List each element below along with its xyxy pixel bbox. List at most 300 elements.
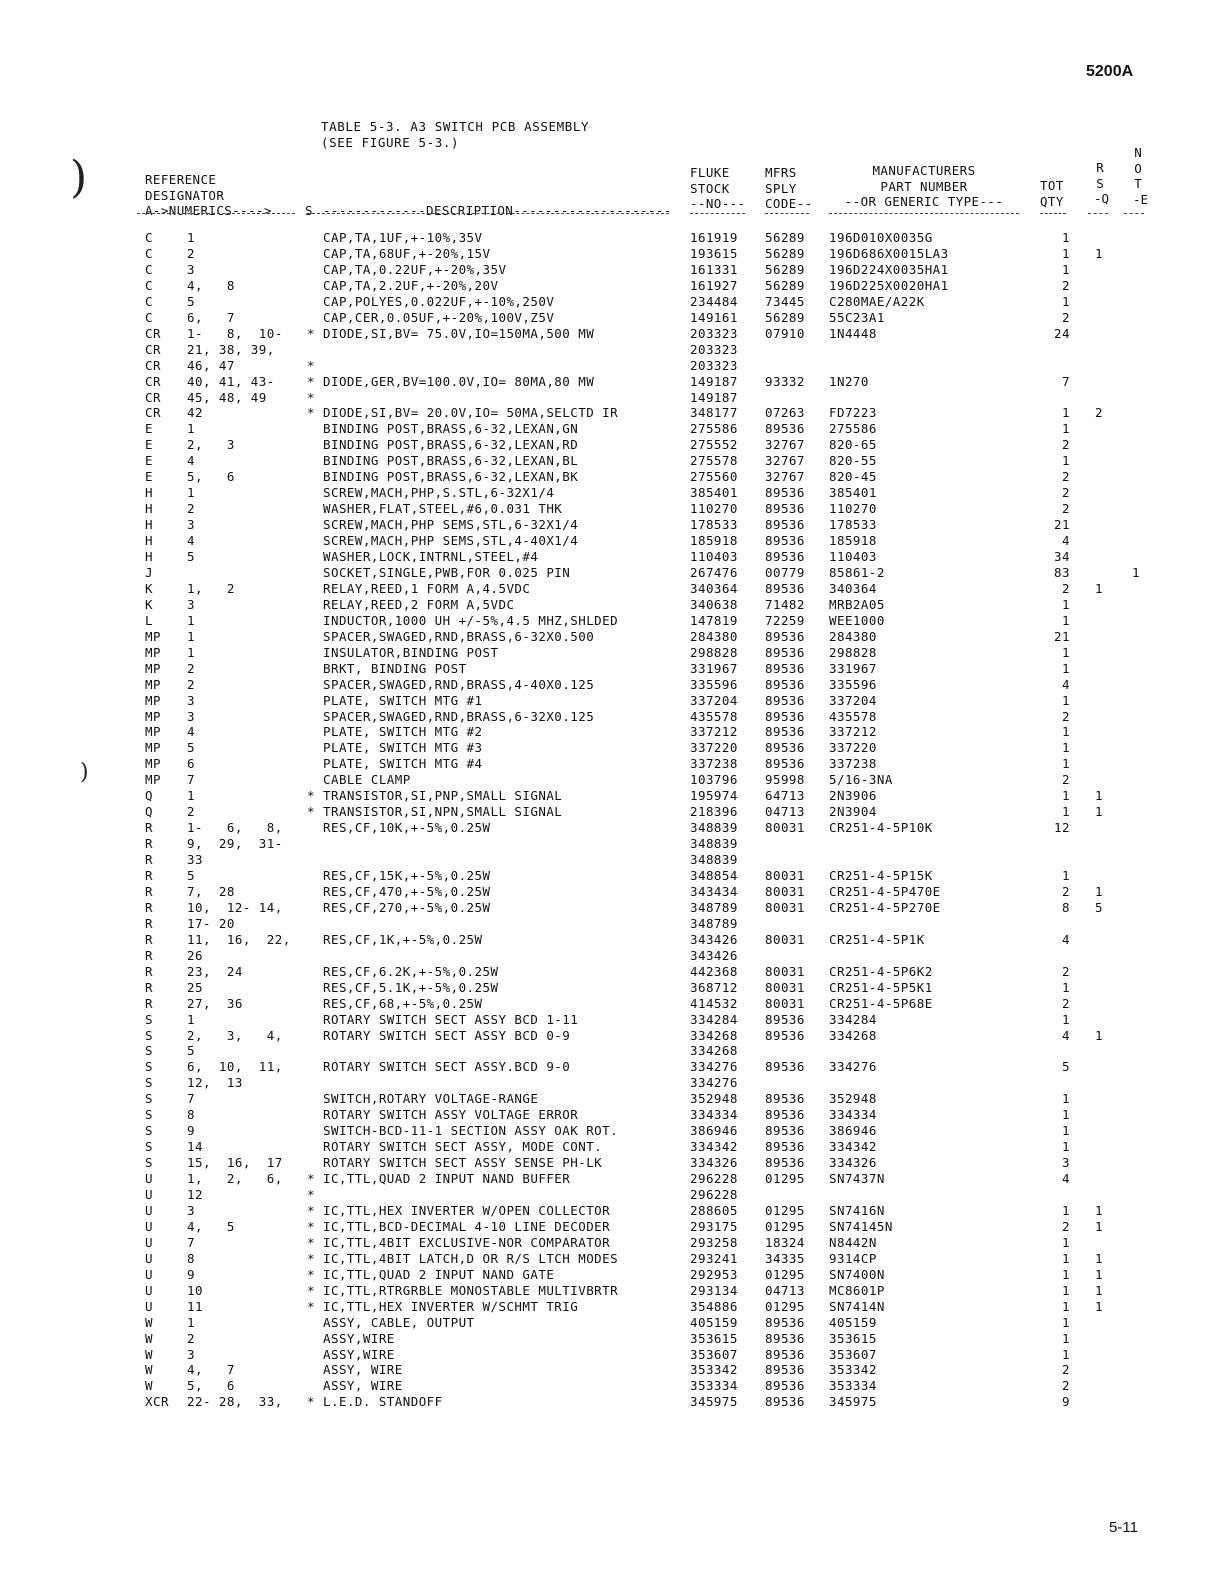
stock-number: 353342 <box>690 1362 738 1378</box>
table-row <box>0 836 1224 852</box>
table-row <box>0 964 1224 980</box>
total-qty: 2 <box>1062 1218 1070 1234</box>
mfr-code: 01295 <box>765 1298 805 1314</box>
ref-numerics: 1, 2 <box>187 580 235 596</box>
table-row <box>0 693 1224 709</box>
ref-numerics: 14 <box>187 1139 203 1155</box>
header-rule <box>307 213 669 214</box>
header-text: TOT <box>1040 178 1064 193</box>
part-number: 331967 <box>829 660 877 676</box>
stock-number: 149187 <box>690 389 738 405</box>
description: PLATE, SWITCH MTG #4 <box>323 756 483 772</box>
stock-number: 348789 <box>690 915 738 931</box>
table-row <box>0 1235 1224 1251</box>
ref-numerics: 25 <box>187 979 203 995</box>
mfr-code: 01295 <box>765 1202 805 1218</box>
mfr-code: 34335 <box>765 1250 805 1266</box>
ref-designator: W <box>145 1330 153 1346</box>
ref-designator: MP <box>145 628 161 644</box>
ref-numerics: 2 <box>187 804 195 820</box>
mfr-code: 64713 <box>765 788 805 804</box>
part-number: 352948 <box>829 1091 877 1107</box>
stock-number: 149187 <box>690 373 738 389</box>
ref-numerics: 5 <box>187 549 195 564</box>
description: CAP,TA,2.2UF,+-20%,20V <box>323 277 499 293</box>
part-number: 334342 <box>829 1139 877 1155</box>
mfr-code: 89536 <box>765 533 805 549</box>
service-flag: * <box>307 1171 315 1187</box>
table-row <box>0 453 1224 469</box>
header-text: CODE-- <box>765 196 813 211</box>
part-number: SN7414N <box>829 1298 885 1314</box>
ref-designator: H <box>145 501 153 517</box>
ref-designator: R <box>145 947 153 963</box>
mfr-code: 71482 <box>765 596 805 612</box>
recommended-spares-qty: 1 <box>1095 1298 1103 1314</box>
stock-number: 195974 <box>690 788 738 804</box>
ref-numerics: 8 <box>187 1107 195 1123</box>
mfr-code: 93332 <box>765 373 805 389</box>
mfr-code: 80031 <box>765 963 805 979</box>
stock-number: 218396 <box>690 804 738 820</box>
stock-number: 353615 <box>690 1330 738 1346</box>
ref-designator: R <box>145 852 153 868</box>
ref-designator: C <box>145 277 153 293</box>
ref-designator: W <box>145 1362 153 1378</box>
part-number: 405159 <box>829 1314 877 1330</box>
stock-number: 293175 <box>690 1218 738 1234</box>
description: SWITCH-BCD-11-1 SECTION ASSY OAK ROT. <box>323 1123 619 1139</box>
table-row <box>0 948 1224 964</box>
table-row <box>0 1107 1224 1123</box>
description: TRANSISTOR,SI,PNP,SMALL SIGNAL <box>323 788 563 804</box>
total-qty: 24 <box>1054 325 1070 341</box>
table-row <box>0 756 1224 772</box>
total-qty: 1 <box>1062 979 1070 995</box>
total-qty: 2 <box>1062 309 1070 325</box>
ref-designator: MP <box>145 692 161 708</box>
total-qty: 21 <box>1054 517 1070 533</box>
table-row <box>0 1075 1224 1091</box>
table-row <box>0 724 1224 740</box>
stock-number: 185918 <box>690 533 738 549</box>
total-qty: 1 <box>1062 868 1070 883</box>
ref-designator: CR <box>145 341 161 357</box>
ref-designator: MP <box>145 708 161 724</box>
stock-number: 147819 <box>690 612 738 628</box>
table-row <box>0 1394 1224 1410</box>
table-row <box>0 469 1224 485</box>
stock-number: 348839 <box>690 836 738 852</box>
part-number: SN7437N <box>829 1171 885 1187</box>
header-stock <box>690 165 745 212</box>
ref-designator: S <box>145 1075 153 1091</box>
mfr-code: 89536 <box>765 1314 805 1330</box>
description: CAP,TA,0.22UF,+-20%,35V <box>323 261 507 277</box>
ref-numerics: 15, 16, 17 <box>187 1155 283 1171</box>
ref-designator: MP <box>145 676 161 692</box>
description: CAP,TA,68UF,+-20%,15V <box>323 245 491 261</box>
table-title <box>321 119 589 151</box>
stock-number: 275560 <box>690 469 738 485</box>
stock-number: 337212 <box>690 724 738 740</box>
recommended-spares-qty: 1 <box>1095 788 1103 804</box>
table-row <box>0 533 1224 549</box>
table-row <box>0 900 1224 916</box>
description: RES,CF,5.1K,+-5%,0.25W <box>323 979 499 995</box>
stock-number: 292953 <box>690 1266 738 1282</box>
table-row <box>0 1299 1224 1315</box>
stock-number: 334326 <box>690 1155 738 1171</box>
stock-number: 203323 <box>690 325 738 341</box>
ref-numerics: 46, 47 <box>187 357 235 373</box>
ref-designator: L <box>145 612 153 628</box>
stock-number: 368712 <box>690 979 738 995</box>
stock-number: 331967 <box>690 660 738 676</box>
ref-numerics: 1- 8, 10- <box>187 325 283 341</box>
table-row <box>0 421 1224 437</box>
total-qty: 1 <box>1062 692 1070 708</box>
ref-designator: U <box>145 1266 153 1282</box>
ref-numerics: 8 <box>187 1250 195 1266</box>
mfr-code: 80031 <box>765 899 805 915</box>
table-row <box>0 1362 1224 1378</box>
ref-numerics: 7 <box>187 772 195 788</box>
mfr-code: 04713 <box>765 1282 805 1298</box>
ref-designator: R <box>145 868 153 883</box>
table-row <box>0 1347 1224 1363</box>
stock-number: 353607 <box>690 1346 738 1362</box>
ref-numerics: 2 <box>187 245 195 261</box>
total-qty: 5 <box>1062 1059 1070 1075</box>
ref-designator: MP <box>145 644 161 660</box>
header-s: S <box>305 203 313 218</box>
ref-numerics: 2 <box>187 501 195 517</box>
mfr-code: 01295 <box>765 1218 805 1234</box>
ref-designator: R <box>145 979 153 995</box>
ref-designator: U <box>145 1234 153 1250</box>
mfr-code: 89536 <box>765 485 805 501</box>
table-row <box>0 597 1224 613</box>
description: SCREW,MACH,PHP SEMS,STL,6-32X1/4 <box>323 517 579 533</box>
part-number: SN7416N <box>829 1202 885 1218</box>
table-row <box>0 1012 1224 1028</box>
part-number: CR251-4-5P68E <box>829 995 933 1011</box>
table-row <box>0 1171 1224 1187</box>
table-row <box>0 980 1224 996</box>
ref-designator: MP <box>145 740 161 756</box>
part-number: N8442N <box>829 1234 877 1250</box>
mfr-code: 32767 <box>765 437 805 453</box>
description: IC,TTL,4BIT LATCH,D OR R/S LTCH MODES <box>323 1250 619 1266</box>
ref-designator: MP <box>145 772 161 788</box>
ref-numerics: 7, 28 <box>187 883 235 899</box>
ref-numerics: 1 <box>187 230 195 245</box>
ref-designator: U <box>145 1187 153 1202</box>
binder-hole-mark: ) <box>80 760 89 785</box>
mfr-code: 00779 <box>765 564 805 580</box>
mfr-code: 80031 <box>765 820 805 836</box>
table-row <box>0 230 1224 246</box>
ref-numerics: 4 <box>187 453 195 469</box>
ref-numerics: 7 <box>187 1091 195 1107</box>
stock-number: 275552 <box>690 437 738 453</box>
part-number: 196D010X0035G <box>829 230 933 245</box>
mfr-code: 80031 <box>765 931 805 947</box>
model-number: 5200A <box>1086 63 1134 80</box>
recommended-spares-qty: 1 <box>1095 580 1103 596</box>
mfr-code: 01295 <box>765 1266 805 1282</box>
table-row <box>0 1028 1224 1044</box>
table-row <box>0 629 1224 645</box>
total-qty: 34 <box>1054 549 1070 564</box>
stock-number: 442368 <box>690 963 738 979</box>
description: SOCKET,SINGLE,PWB,FOR 0.025 PIN <box>323 564 571 580</box>
stock-number: 334334 <box>690 1107 738 1123</box>
mfr-code: 89536 <box>765 644 805 660</box>
total-qty: 2 <box>1062 995 1070 1011</box>
part-number: CR251-4-5P6K2 <box>829 963 933 979</box>
stock-number: 161919 <box>690 230 738 245</box>
ref-designator: Q <box>145 804 153 820</box>
mfr-code: 89536 <box>765 1027 805 1043</box>
mfr-code: 56289 <box>765 245 805 261</box>
mfr-code: 80031 <box>765 868 805 883</box>
total-qty: 1 <box>1062 644 1070 660</box>
recommended-spares-qty: 5 <box>1095 899 1103 915</box>
part-number: 340364 <box>829 580 877 596</box>
table-row <box>0 1059 1224 1075</box>
part-number: 334284 <box>829 1011 877 1027</box>
stock-number: 203323 <box>690 341 738 357</box>
ref-numerics: 12 <box>187 1187 203 1202</box>
ref-designator: J <box>145 564 153 580</box>
note-ref: 1 <box>1132 564 1140 580</box>
ref-designator: U <box>145 1218 153 1234</box>
part-number: 435578 <box>829 708 877 724</box>
mfr-code: 89536 <box>765 1107 805 1123</box>
description: BINDING POST,BRASS,6-32,LEXAN,RD <box>323 437 579 453</box>
header-tot-qty <box>1040 178 1064 209</box>
ref-numerics: 1 <box>187 1011 195 1027</box>
service-flag: * <box>307 804 315 820</box>
total-qty: 2 <box>1062 772 1070 788</box>
service-flag: * <box>307 788 315 804</box>
part-number: 353607 <box>829 1346 877 1362</box>
total-qty: 1 <box>1062 1298 1070 1314</box>
ref-designator: MP <box>145 724 161 740</box>
part-number: 334334 <box>829 1107 877 1123</box>
description: INSULATOR,BINDING POST <box>323 644 499 660</box>
service-flag: * <box>307 1234 315 1250</box>
part-number: 196D224X0035HA1 <box>829 261 949 277</box>
table-row <box>0 645 1224 661</box>
total-qty: 2 <box>1062 963 1070 979</box>
mfr-code: 89536 <box>765 1155 805 1171</box>
header-rule <box>137 213 295 214</box>
table-row <box>0 517 1224 533</box>
header-rule <box>1124 213 1144 214</box>
stock-number: 275586 <box>690 421 738 437</box>
ref-numerics: 3 <box>187 261 195 277</box>
description: WASHER,FLAT,STEEL,#6,0.031 THK <box>323 501 563 517</box>
header-rule <box>690 213 745 214</box>
description: RES,CF,6.2K,+-5%,0.25W <box>323 963 499 979</box>
mfr-code: 89536 <box>765 628 805 644</box>
stock-number: 386946 <box>690 1123 738 1139</box>
ref-designator: CR <box>145 373 161 389</box>
mfr-code: 56289 <box>765 309 805 325</box>
stock-number: 234484 <box>690 293 738 309</box>
header-text: PART NUMBER <box>880 178 968 194</box>
ref-designator: R <box>145 963 153 979</box>
part-number: 337220 <box>829 740 877 756</box>
mfr-code: 07263 <box>765 405 805 421</box>
ref-numerics: 23, 24 <box>187 963 243 979</box>
mfr-code: 89536 <box>765 724 805 740</box>
part-number: 110403 <box>829 549 877 564</box>
mfr-code: 56289 <box>765 230 805 245</box>
recommended-spares-qty: 2 <box>1095 405 1103 421</box>
stock-number: 203323 <box>690 357 738 373</box>
stock-number: 348854 <box>690 868 738 883</box>
ref-numerics: 6, 10, 11, <box>187 1059 283 1075</box>
description: SPACER,SWAGED,RND,BRASS,6-32X0.500 <box>323 628 595 644</box>
total-qty: 1 <box>1062 596 1070 612</box>
stock-number: 353334 <box>690 1378 738 1394</box>
total-qty: 1 <box>1062 1091 1070 1107</box>
part-number: MRB2A05 <box>829 596 885 612</box>
mfr-code: 89536 <box>765 692 805 708</box>
ref-numerics: 1 <box>187 421 195 437</box>
total-qty: 2 <box>1062 437 1070 453</box>
description: BINDING POST,BRASS,6-32,LEXAN,BK <box>323 469 579 485</box>
table-row <box>0 1043 1224 1059</box>
description: IC,TTL,HEX INVERTER W/SCHMT TRIG <box>323 1298 579 1314</box>
ref-numerics: 1 <box>187 644 195 660</box>
part-number: 1N4448 <box>829 325 877 341</box>
stock-number: 345975 <box>690 1394 738 1410</box>
stock-number: 296228 <box>690 1171 738 1187</box>
total-qty: 4 <box>1062 533 1070 549</box>
description: ROTARY SWITCH SECT ASSY, MODE CONT. <box>323 1139 603 1155</box>
part-number: 178533 <box>829 517 877 533</box>
header-text: MANUFACTURERS <box>872 163 976 178</box>
ref-designator: U <box>145 1298 153 1314</box>
ref-numerics: 4, 7 <box>187 1362 235 1378</box>
table-row <box>0 246 1224 262</box>
ref-numerics: 5 <box>187 1043 195 1059</box>
description: RELAY,REED,1 FORM A,4.5VDC <box>323 580 531 596</box>
total-qty: 2 <box>1062 469 1070 485</box>
description: RELAY,REED,2 FORM A,5VDC <box>323 596 515 612</box>
part-number: 337204 <box>829 692 877 708</box>
table-row <box>0 772 1224 788</box>
description: IC,TTL,HEX INVERTER W/OPEN COLLECTOR <box>323 1202 611 1218</box>
part-number: 1N270 <box>829 373 869 389</box>
stock-number: 293134 <box>690 1282 738 1298</box>
part-number: CR251-4-5P470E <box>829 883 941 899</box>
mfr-code: 89536 <box>765 708 805 724</box>
description: IC,TTL,QUAD 2 INPUT NAND GATE <box>323 1266 555 1282</box>
mfr-code: 89536 <box>765 1378 805 1394</box>
description: ASSY, CABLE, OUTPUT <box>323 1314 475 1330</box>
ref-designator: CR <box>145 325 161 341</box>
ref-numerics: 1 <box>187 1314 195 1330</box>
stock-number: 288605 <box>690 1202 738 1218</box>
part-number: 335596 <box>829 676 877 692</box>
table-row <box>0 916 1224 932</box>
ref-designator: C <box>145 309 153 325</box>
total-qty: 83 <box>1054 564 1070 580</box>
total-qty: 1 <box>1062 1330 1070 1346</box>
mfr-code: 89536 <box>765 676 805 692</box>
ref-designator: C <box>145 261 153 277</box>
table-row <box>0 1139 1224 1155</box>
ref-numerics: 3 <box>187 596 195 612</box>
ref-numerics: 10, 12- 14, <box>187 899 283 915</box>
ref-designator: H <box>145 517 153 533</box>
stock-number: 334276 <box>690 1059 738 1075</box>
ref-numerics: 2 <box>187 1330 195 1346</box>
mfr-code: 72259 <box>765 612 805 628</box>
table-row <box>0 549 1224 565</box>
part-number: 386946 <box>829 1123 877 1139</box>
table-row <box>0 310 1224 326</box>
ref-numerics: 2, 3, 4, <box>187 1027 283 1043</box>
description: IC,TTL,4BIT EXCLUSIVE-NOR COMPARATOR <box>323 1234 611 1250</box>
ref-numerics: 9 <box>187 1266 195 1282</box>
ref-designator: U <box>145 1202 153 1218</box>
total-qty: 2 <box>1062 708 1070 724</box>
stock-number: 334342 <box>690 1139 738 1155</box>
stock-number: 340638 <box>690 596 738 612</box>
ref-numerics: 2 <box>187 660 195 676</box>
total-qty: 1 <box>1062 1234 1070 1250</box>
part-number: 298828 <box>829 644 877 660</box>
ref-numerics: 1 <box>187 485 195 501</box>
stock-number: 193615 <box>690 245 738 261</box>
total-qty: 1 <box>1062 293 1070 309</box>
stock-number: 352948 <box>690 1091 738 1107</box>
stock-number: 348789 <box>690 899 738 915</box>
description: SPACER,SWAGED,RND,BRASS,4-40X0.125 <box>323 676 595 692</box>
total-qty: 2 <box>1062 1378 1070 1394</box>
ref-numerics: 12, 13 <box>187 1075 243 1091</box>
mfr-code: 73445 <box>765 293 805 309</box>
mfr-code: 89536 <box>765 517 805 533</box>
header-rule <box>1040 213 1066 214</box>
ref-numerics: 6 <box>187 756 195 772</box>
part-number: 5/16-3NA <box>829 772 893 788</box>
total-qty: 1 <box>1062 1011 1070 1027</box>
ref-designator: R <box>145 883 153 899</box>
description: ASSY,WIRE <box>323 1330 395 1346</box>
table-row <box>0 1155 1224 1171</box>
description: SWITCH,ROTARY VOLTAGE-RANGE <box>323 1091 539 1107</box>
mfr-code: 89536 <box>765 1394 805 1410</box>
mfr-code: 89536 <box>765 580 805 596</box>
ref-designator: S <box>145 1091 153 1107</box>
ref-numerics: 45, 48, 49 <box>187 389 267 405</box>
stock-number: 337220 <box>690 740 738 756</box>
total-qty: 1 <box>1062 1282 1070 1298</box>
description: BRKT, BINDING POST <box>323 660 467 676</box>
recommended-spares-qty: 1 <box>1095 1027 1103 1043</box>
ref-designator: R <box>145 931 153 947</box>
total-qty: 1 <box>1062 1250 1070 1266</box>
table-row <box>0 1091 1224 1107</box>
